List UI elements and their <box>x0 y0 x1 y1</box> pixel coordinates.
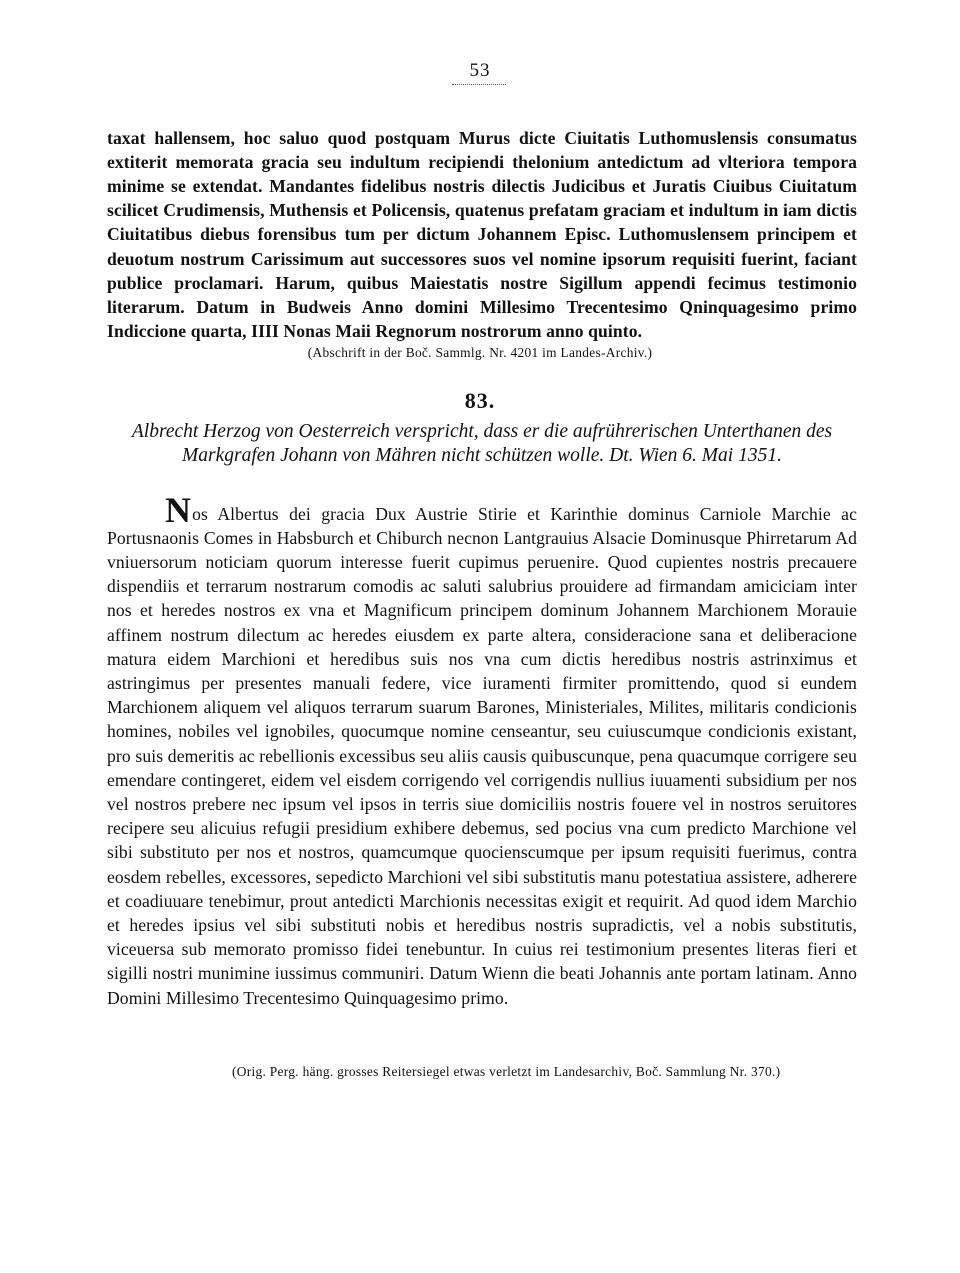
initial-letter: N <box>165 489 192 530</box>
document-body-text: os Albertus dei gracia Dux Austrie Stirie et Karinthie dominus Carniole Marchie ac Portusnaonis Comes in Habsburch et Chiburch necnon Lantgrauius Alsacie Dominusque Phirretarum Ad vniuersorum noticiam quorum interesse fuerit cupimus peruenire. Quod cupientes nostris precauere dispendiis et terrarum nostrarum comodis ac saluti salubrius prouidere ad firmandam amiciciam inter nos et heredes nostros ex vna et Magnificum principem dominum Johannem Marchionem Morauie affinem nostrum dilectum ac heredes eiusdem ex parte altera, consideracione sana et deliberacione matura eidem Marchioni et heredibus suis nos vna cum dictis heredibus nostris astrinximus et astringimus per presentes manuali federe, vice iuramenti firmiter promittendo, quod si eundem Marchionem aliquem vel aliquos terrarum suarum Barones, Ministeriales, Milites, militaris condicionis homines, nobiles vel ignobiles, quocumque nomine censeantur, seu cuiuscumque condicionis existant, pro suis demeritis ac rebellionis excessibus seu aliis causis quibuscunque, pena quacumque corrigere seu emendare contingeret, eidem vel eisdem corrigendo vel corrigendis nullius iuuamenti subsidium per nos vel nostros prebere nec ipsum vel ipsos in terris siue domiciliis nostris fouere vel in nostros seruitores recipere seu alicuius refugii presidium exhibere debemus, sed pocius vna cum predicto Marchione vel sibi substituto per nos et nostros, quamcumque quocienscumque per ipsum requisiti fuerimus, contra eosdem rebelles, excessores, sepedicto Marchioni vel sibi substitutis manu potestatiua assistere, adherere et coadiuuare tenebimur, prout antedicti Marchionis necessitas exigit et requirit. Ad quod idem Marchio et heredes ipsius vel sibi substituti nobis et heredibus nostris supradictis, vel a nobis substitutis, viceuersa sub memorato promisso fidei tenebuntur. In cuius rei testimonium presentes literas fieri et sigilli nostri munimine iussimus communiri. Datum Wienn die beati Johannis ante portam latinam. Anno Domini Millesimo Trecentesimo Quinquagesimo primo. <box>107 503 857 1008</box>
document-body <box>107 489 857 1010</box>
page-number: 53 <box>469 60 491 81</box>
document-number: 83. <box>464 388 496 413</box>
page-number-rule <box>452 84 506 86</box>
document-summary: Albrecht Herzog von Oesterreich verspricht, dass er die aufrührerischen Unterthanen des Markgrafen Johann von Mähren nicht schützen wolle. Dt. Wien 6. Mai 1351. <box>131 421 833 466</box>
previous-charter-text: taxat hallensem, hoc saluo quod postquam Murus dicte Ciuitatis Luthomuslensis consumatus extiterit memorata gracia seu indultum recipiendi thelonium antedictum ad vlteriora tempora minime se extendat. Mandantes fidelibus nostris dilectis Judicibus et Juratis Ciuibus Ciuitatum scilicet Crudimensis, Muthensis et Policensis, quatenus prefatam graciam et indultum in iam dictis Ciuitatibus diebus forensibus tum per dictum Johannem Episc. Luthomuslensem principem et deuotum nostrum Carissimum aut successores suos vel nomine ipsorum requisiti fuerint, faciant publice proclamari. Harum, quibus Maiestatis nostre Sigillum appendi fecimus testimonio literarum. Datum in Budweis Anno domini Millesimo Trecentesimo Qninquagesimo primo Indiccione quarta, IIII Nonas Maii Regnorum nostrorum anno quinto. <box>107 127 857 342</box>
previous-source-note: (Abschrift in der Boč. Sammlg. Nr. 4201 im Landes-Archiv.) <box>307 345 653 360</box>
document-source-note: (Orig. Perg. häng. grosses Reitersiegel etwas verletzt im Landesarchiv, Boč. Sammlung Nr. 370.) <box>232 1064 781 1079</box>
